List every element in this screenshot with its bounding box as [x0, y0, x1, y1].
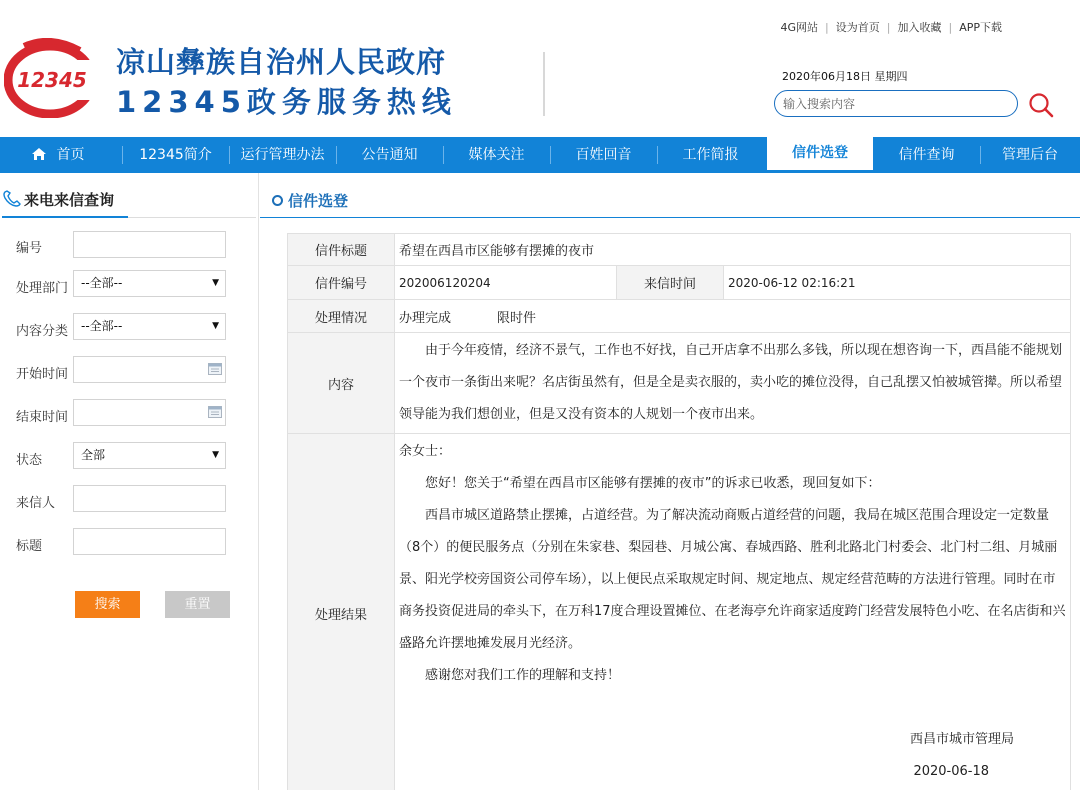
search-button[interactable]: 搜索: [75, 591, 140, 618]
number-input[interactable]: [73, 231, 226, 258]
end-time-input[interactable]: [73, 399, 226, 426]
result-paragraph-3: 感谢您对我们工作的理解和支持！: [425, 668, 621, 683]
phone-icon: [2, 190, 22, 208]
link-add-favorite[interactable]: 加入收藏: [897, 21, 942, 34]
link-set-homepage[interactable]: 设为首页: [835, 21, 880, 34]
table-row: [288, 234, 1071, 266]
reset-button[interactable]: 重置: [165, 591, 230, 618]
hotline-logo[interactable]: [4, 38, 96, 118]
sidebar-title-rule: [128, 217, 256, 218]
status-select-value: 全部: [81, 448, 106, 462]
nav-intro[interactable]: 12345简介: [139, 147, 212, 163]
link-app-download[interactable]: APP下载: [959, 21, 1002, 34]
site-title-line1: 凉山彝族自治州人民政府: [116, 45, 447, 79]
table-row: [288, 266, 1071, 300]
result-date: 2020-06-18: [913, 764, 989, 779]
nav-admin[interactable]: 管理后台: [1002, 147, 1058, 163]
result-cell: [395, 434, 1071, 790]
nav-home-label: 首页: [56, 147, 85, 163]
sidebar-title-underline: [2, 216, 128, 218]
logo-text: 12345: [17, 68, 87, 92]
status-extra: 限时件: [497, 310, 537, 326]
nav-letter-query[interactable]: 信件查询: [898, 147, 955, 163]
table-row: [288, 434, 1071, 790]
label-end-time: 结束时间: [16, 410, 69, 425]
chevron-down-icon: ▼: [212, 278, 219, 288]
result-block: [395, 434, 1070, 790]
site-title-line2: 12345政务服务热线: [116, 85, 457, 119]
result-paragraph-2: 西昌市城区道路禁止摆摊，占道经营。为了解决流动商贩占道经营的问题，我局在城区范围合理设定一定数量（8个）的便民服务点（分别在朱家巷、梨园巷、月城公寓、春城西路、胜利北路北门村委会、北门村二组、月城丽景、阳光学校旁国资公司停车场），以上便民点采取规定时间、规定地点、规定经营范畴的方法进行管理。同时在市商务投资促进局的牵头下，在万科17度合理设置摊位、在老海亭允许商家适度跨门经营发展特色小吃、在名店街和兴盛路允许摆地摊发展月光经济。: [399, 508, 1066, 651]
department-select[interactable]: [73, 270, 226, 297]
chevron-down-icon: ▼: [212, 450, 219, 460]
nav-home[interactable]: [0, 137, 115, 173]
letter-time-value: 2020-06-12 02:16:21: [724, 266, 1071, 300]
nav-media[interactable]: 媒体关注: [468, 147, 525, 163]
nav-work-briefs[interactable]: 工作简报: [682, 147, 739, 163]
status-label: 处理情况: [288, 300, 395, 333]
main-nav: [0, 137, 1080, 173]
letter-detail-table: [287, 233, 1071, 790]
circle-bullet-icon: [272, 195, 283, 206]
sidebar-title-text: 来电来信查询: [24, 191, 115, 209]
label-department: 处理部门: [16, 281, 69, 296]
section-title-text: 信件选登: [288, 192, 349, 210]
start-time-input[interactable]: [73, 356, 226, 383]
nav-management-rules[interactable]: 运行管理办法: [240, 147, 325, 163]
result-signature: 西昌市城市管理局: [909, 732, 1014, 747]
sidebar-border: [258, 173, 259, 790]
label-category: 内容分类: [16, 324, 69, 339]
search-input[interactable]: [783, 91, 1013, 116]
content-cell: [395, 333, 1071, 434]
result-greeting: 余女士：: [399, 444, 452, 459]
label-subject: 标题: [16, 539, 43, 554]
calendar-icon[interactable]: [208, 406, 222, 418]
department-select-value: --全部--: [81, 276, 123, 290]
search-icon[interactable]: [1027, 91, 1055, 119]
chevron-down-icon: ▼: [212, 321, 219, 331]
letter-content: 由于今年疫情，经济不景气，工作也不好找，自己开店拿不出那么多钱，所以现在想咨询一下，西昌能不能规划一个夜市一条街出来呢？名店街虽然有，但是全是卖衣服的，卖小吃的摊位没得，自己乱摆又怕被城管撵。所以希望领导能为我们想创业，但是又没有资本的人规划一个夜市出来。: [399, 343, 1063, 422]
search-box: [774, 90, 1018, 117]
letter-title-label: 信件标题: [288, 234, 395, 266]
category-select-value: --全部--: [81, 319, 123, 333]
nav-announcements[interactable]: 公告通知: [361, 147, 418, 163]
query-sidebar: [0, 173, 258, 790]
result-paragraph-1: 您好！您关于“希望在西昌市区能够有摆摊的夜市”的诉求已收悉，现回复如下：: [425, 476, 881, 491]
nav-public-voice[interactable]: 百姓回音: [575, 147, 632, 163]
label-start-time: 开始时间: [16, 367, 69, 382]
home-icon: [31, 147, 47, 161]
result-label: 处理结果: [288, 434, 395, 790]
status-value-cell: [395, 300, 1071, 333]
sender-input[interactable]: [73, 485, 226, 512]
content-label: 内容: [288, 333, 395, 434]
header-divider: [543, 52, 545, 116]
category-select[interactable]: [73, 313, 226, 340]
subject-input[interactable]: [73, 528, 226, 555]
letter-title-value: 希望在西昌市区能够有摆摊的夜市: [395, 234, 1071, 266]
label-status: 状态: [16, 453, 43, 468]
sidebar-title: [2, 189, 114, 217]
link-4g-site[interactable]: 4G网站: [780, 21, 819, 34]
status-value: 办理完成: [399, 310, 452, 326]
letter-number-value: 202006120204: [395, 266, 617, 300]
letter-time-label: 来信时间: [617, 266, 724, 300]
current-date: 2020年06月18日 星期四: [782, 70, 908, 83]
section-title-rule: [260, 217, 1080, 218]
calendar-icon[interactable]: [208, 363, 222, 375]
status-select[interactable]: [73, 442, 226, 469]
section-title: [272, 190, 348, 211]
top-links: 4G网站 | 设为首页 | 加入收藏 | APP下载: [780, 21, 1002, 34]
table-row: [288, 300, 1071, 333]
site-header: [0, 0, 1080, 137]
table-row: [288, 333, 1071, 434]
letter-number-label: 信件编号: [288, 266, 395, 300]
nav-letter-selection[interactable]: 信件选登: [767, 137, 873, 173]
label-number: 编号: [16, 241, 43, 256]
label-sender: 来信人: [16, 496, 56, 511]
